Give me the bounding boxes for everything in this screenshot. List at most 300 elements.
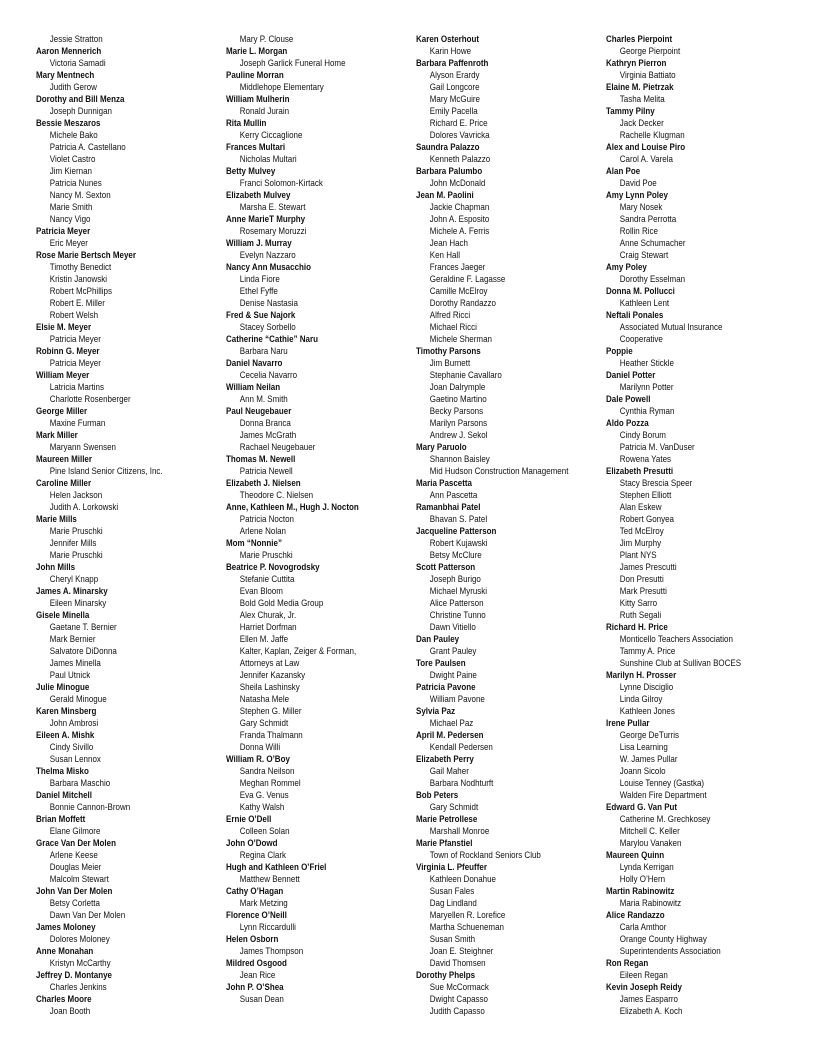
honoree-name: Tammy A. Price (619, 646, 676, 656)
donor-name: Elizabeth Presutti (606, 466, 674, 476)
honoree-name: Susan Dean (239, 994, 284, 1004)
honoree-name: Barbara Nodhturft (429, 778, 494, 788)
honoree-name: Michele A. Ferris (429, 226, 490, 236)
honoree-name: Sunshine Club at Sullivan BOCES (619, 658, 742, 668)
honoree-name: Judith Capasso (429, 1006, 485, 1016)
honoree-name: Latricia Martins (49, 382, 104, 392)
honoree-name: George DeTurris (619, 730, 680, 740)
honoree-name: Patricia M. VanDuser (619, 442, 695, 452)
donor-name: Ramanbhai Patel (416, 502, 481, 512)
honoree-name: Violet Castro (49, 154, 96, 164)
donor-name: Karen Minsberg (36, 706, 97, 716)
donor-name: Barbara Paffenroth (416, 58, 489, 68)
honoree-name: Orange County Highway (619, 934, 707, 944)
honoree-name: Robert McPhillips (49, 286, 112, 296)
honoree-name: Jennifer Mills (49, 538, 97, 548)
honoree-name: Judith Gerow (49, 82, 97, 92)
honoree-name: Lynn Riccardulli (239, 922, 296, 932)
honoree-name: Arlene Keese (49, 850, 98, 860)
honoree-name: Town of Rockland Seniors Club (429, 850, 541, 860)
donor-name: Tore Paulsen (416, 658, 466, 668)
honoree-name: Joan E. Steighner (429, 946, 494, 956)
honoree-name: Marie Pruschki (239, 550, 293, 560)
honoree-name: Joseph Garlick Funeral Home (239, 58, 346, 68)
honoree-name: Donna Branca (239, 418, 291, 428)
honoree-name: Ronald Jurain (239, 106, 290, 116)
honoree-name: David Poe (619, 178, 657, 188)
honoree-name: Denise Nastasia (239, 298, 298, 308)
honoree-name: Dawn Van Der Molen (49, 910, 126, 920)
donor-name: Fred & Sue Najork (226, 310, 296, 320)
honoree-name: Michael Ricci (429, 322, 477, 332)
donor-name: Charles Pierpoint (606, 34, 673, 44)
honoree-name: Evan Bloom (239, 586, 283, 596)
donor-name: Rita Mullin (226, 118, 267, 128)
honoree-name: Jackie Chapman (429, 202, 490, 212)
honoree-name: Andrew J. Sekol (429, 430, 488, 440)
honoree-name: Gail Longcore (429, 82, 480, 92)
honoree-name: W. James Pullar (619, 754, 678, 764)
donor-name: Richard H. Price (606, 622, 668, 632)
honoree-name: Alfred Ricci (429, 310, 471, 320)
honoree-name: Stephen Elliott (619, 490, 672, 500)
honoree-name: Heather Stickle (619, 358, 674, 368)
honoree-name: David Thomsen (429, 958, 486, 968)
honoree-name: Franci Solomon-Kirtack (239, 178, 323, 188)
donor-name: Marie Petrollese (416, 814, 478, 824)
honoree-name: Jean Rice (239, 970, 276, 980)
donor-name: Martin Rabinowitz (606, 886, 675, 896)
honoree-name: Donna Willi (239, 742, 281, 752)
honoree-name: Meghan Rommel (239, 778, 301, 788)
honoree-name: Dwight Paine (429, 670, 477, 680)
honoree-name: Mary Nosek (619, 202, 663, 212)
donor-name: Mary Paruolo (416, 442, 467, 452)
column-4 (606, 33, 791, 1017)
donor-name: Amy Lynn Poley (606, 190, 668, 200)
honoree-name: Rachael Neugebauer (239, 442, 316, 452)
donor-name: Beatrice P. Novogrodsky (226, 562, 320, 572)
honoree-name: Associated Mutual Insurance (619, 322, 723, 332)
donor-name: Kathryn Pierron (606, 58, 667, 68)
honoree-name: Barbara Maschio (49, 778, 111, 788)
honoree-name: Alan Eskew (619, 502, 662, 512)
donor-name: Thelma Misko (36, 766, 89, 776)
donor-name: William J. Murray (226, 238, 292, 248)
donor-name: Scott Patterson (416, 562, 476, 572)
donor-name: Amy Poley (606, 262, 647, 272)
honoree-name: Evelyn Nazzaro (239, 250, 296, 260)
donor-name: Brian Moffett (36, 814, 86, 824)
honoree-name: Mark Bernier (49, 634, 96, 644)
honoree-name: Kathleen Donahue (429, 874, 497, 884)
honoree-name: Tasha Melita (619, 94, 665, 104)
donor-name: Mark Miller (36, 430, 78, 440)
honoree-name: Marylou Vanaken (619, 838, 682, 848)
honoree-name: Elizabeth A. Koch (619, 1006, 683, 1016)
donor-name: Ron Regan (606, 958, 649, 968)
donor-name: Marie Pfanstiel (416, 838, 473, 848)
honoree-name: Dolores Vavricka (429, 130, 490, 140)
honoree-name: Maria Rabinowitz (619, 898, 682, 908)
donor-name: Ernie O’Dell (226, 814, 272, 824)
donor-name: Marie Mills (36, 514, 77, 524)
donor-name: Dorothy and Bill Menza (36, 94, 125, 104)
honoree-name: Paul Utnick (49, 670, 91, 680)
honoree-name: Joan Dalrymple (429, 382, 486, 392)
donor-name: Timothy Parsons (416, 346, 481, 356)
honoree-name: William Pavone (429, 694, 485, 704)
honoree-name: Joan Booth (49, 1006, 91, 1016)
honoree-name: Kalter, Kaplan, Zeiger & Forman, (239, 646, 357, 656)
honoree-name: James Thompson (239, 946, 304, 956)
honoree-name: Carol A. Varela (619, 154, 673, 164)
honoree-name: James Easparro (619, 994, 678, 1004)
donor-name: Elsie M. Meyer (36, 322, 92, 332)
honoree-name: Kathleen Lent (619, 298, 670, 308)
donor-name: Eileen A. Mishk (36, 730, 95, 740)
donor-name: Florence O’Neill (226, 910, 287, 920)
honoree-name: Kathleen Jones (619, 706, 675, 716)
donor-name: Nancy Ann Musacchio (226, 262, 312, 272)
honoree-name: Mary P. Clouse (239, 34, 294, 44)
donor-name: April M. Pedersen (416, 730, 484, 740)
donor-name: Frances Multari (226, 142, 286, 152)
donor-name: Julie Minogue (36, 682, 90, 692)
honoree-name: Marilyn Parsons (429, 418, 488, 428)
honoree-name: Elane Gilmore (49, 826, 101, 836)
honoree-name: Ann M. Smith (239, 394, 288, 404)
donor-name: Mom “Nonnie” (226, 538, 282, 548)
donor-name: Sylvia Paz (416, 706, 456, 716)
honoree-name: Jean Hach (429, 238, 468, 248)
donor-name: Elizabeth J. Nielsen (226, 478, 301, 488)
honoree-name: Mid Hudson Construction Management (429, 466, 569, 476)
honoree-name: Bhavan S. Patel (429, 514, 488, 524)
donor-name: Edward G. Van Put (606, 802, 678, 812)
honoree-name: Susan Smith (429, 934, 476, 944)
honoree-name: Sandra Perrotta (619, 214, 677, 224)
honoree-name: Karin Howe (429, 46, 472, 56)
honoree-name: Monticello Teachers Association (619, 634, 733, 644)
donor-name: Jean M. Paolini (416, 190, 474, 200)
donor-name: Alice Randazzo (606, 910, 665, 920)
honoree-name: Alice Patterson (429, 598, 484, 608)
honoree-name: Kitty Sarro (619, 598, 658, 608)
honoree-name: Mary McGuire (429, 94, 480, 104)
honoree-name: Susan Lennox (49, 754, 101, 764)
honoree-name: Sheila Lashinsky (239, 682, 300, 692)
donor-name: Betty Mulvey (226, 166, 276, 176)
honoree-name: Robert Kujawski (429, 538, 488, 548)
donor-name: Irene Pullar (606, 718, 650, 728)
honoree-name: Jennifer Kazansky (239, 670, 306, 680)
honoree-name: Cindy Sivillo (49, 742, 94, 752)
honoree-name: Susan Fales (429, 886, 475, 896)
honoree-name: Arlene Nolan (239, 526, 286, 536)
honoree-name: Ted McElroy (619, 526, 664, 536)
honoree-name: Catherine M. Grechkosey (619, 814, 711, 824)
honoree-name: Dwight Capasso (429, 994, 488, 1004)
honoree-name: Carla Amthor (619, 922, 667, 932)
honoree-name: Cindy Borum (619, 430, 666, 440)
honoree-name: Ellen M. Jaffe (239, 634, 289, 644)
honoree-name: Joann Sicolo (619, 766, 666, 776)
honoree-name: Eric Meyer (49, 238, 88, 248)
honoree-name: Patricia Nocton (239, 514, 294, 524)
honoree-name: Marie Pruschki (49, 526, 103, 536)
honoree-name: Robert Welsh (49, 310, 99, 320)
honoree-name: Kristyn McCarthy (49, 958, 111, 968)
honoree-name: Michele Bako (49, 130, 98, 140)
donor-name: Pauline Morran (226, 70, 284, 80)
donor-name: Thomas M. Newell (226, 454, 296, 464)
donor-name: Daniel Potter (606, 370, 656, 380)
donor-name: Alex and Louise Piro (606, 142, 686, 152)
honoree-name: Victoria Samadi (49, 58, 106, 68)
honoree-name: Dorothy Esselman (619, 274, 686, 284)
honoree-name: Gail Maher (429, 766, 469, 776)
honoree-name: Ann Pascetta (429, 490, 478, 500)
honoree-name: Jim Burnett (429, 358, 471, 368)
donor-name: Virginia L. Pfeuffer (416, 862, 487, 872)
honoree-name: Holly O’Hern (619, 874, 666, 884)
honoree-name: Maryellen R. Lorefice (429, 910, 506, 920)
honoree-name: Christine Tunno (429, 610, 486, 620)
honoree-name: Gary Schmidt (239, 718, 289, 728)
honoree-name: Judith A. Lorkowski (49, 502, 119, 512)
donor-name: Paul Neugebauer (226, 406, 292, 416)
honoree-name: Joseph Dunnigan (49, 106, 113, 116)
donor-name: Bob Peters (416, 790, 459, 800)
donor-name: Mary Mentnech (36, 70, 95, 80)
donor-name: Gisele Minella (36, 610, 90, 620)
honoree-name: Gaetane T. Bernier (49, 622, 117, 632)
donor-name: Jeffrey D. Montanye (36, 970, 112, 980)
honoree-name: Anne Schumacher (619, 238, 686, 248)
honoree-name: Walden Fire Department (619, 790, 707, 800)
honoree-name: Betsy McClure (429, 550, 482, 560)
honoree-name: Mark Metzing (239, 898, 288, 908)
honoree-name: Martha Schueneman (429, 922, 504, 932)
donor-name: Anne, Kathleen M., Hugh J. Nocton (226, 502, 359, 512)
honoree-name: Alyson Erardy (429, 70, 480, 80)
honoree-name: Cheryl Knapp (49, 574, 99, 584)
donor-name: William Mulherin (226, 94, 290, 104)
donor-name: Aaron Mennerich (36, 46, 102, 56)
donor-name: William Neilan (226, 382, 281, 392)
donor-name: Cathy O’Hagan (226, 886, 284, 896)
honoree-name: Stacy Brescia Speer (619, 478, 693, 488)
honoree-name: Dolores Moloney (49, 934, 110, 944)
donor-name: Tammy Pilny (606, 106, 655, 116)
honoree-name: Robert Gonyea (619, 514, 674, 524)
honoree-name: Patricia A. Castellano (49, 142, 126, 152)
honoree-name: Jessie Stratton (49, 34, 103, 44)
donor-name: James A. Minarsky (36, 586, 108, 596)
donor-name: Patricia Pavone (416, 682, 476, 692)
honoree-name: Rachelle Klugman (619, 130, 685, 140)
honoree-name: Bonnie Cannon-Brown (49, 802, 131, 812)
honoree-name: Patricia Meyer (49, 358, 101, 368)
donor-name: Maria Pascetta (416, 478, 473, 488)
donor-name: Elizabeth Perry (416, 754, 474, 764)
honoree-name: Cynthia Ryman (619, 406, 675, 416)
donor-name: Alan Poe (606, 166, 641, 176)
donor-name: Anne Monahan (36, 946, 94, 956)
honoree-name: Ruth Segali (619, 610, 662, 620)
donor-name: John P. O’Shea (226, 982, 284, 992)
donor-name: Marilyn H. Prosser (606, 670, 677, 680)
honoree-name: Robert E. Miller (49, 298, 105, 308)
honoree-name: Eileen Minarsky (49, 598, 107, 608)
honoree-name: Sandra Neilson (239, 766, 295, 776)
honoree-name: Marie Pruschki (49, 550, 103, 560)
honoree-name: Kenneth Palazzo (429, 154, 491, 164)
donor-name: Dan Pauley (416, 634, 460, 644)
donor-name: Hugh and Kathleen O’Friel (226, 862, 327, 872)
donor-name: Catherine “Cathie” Naru (226, 334, 318, 344)
honoree-name: Patricia Nunes (49, 178, 102, 188)
honoree-name: Gary Schmidt (429, 802, 479, 812)
honoree-name: Lynda Kerrigan (619, 862, 674, 872)
honoree-name: Kathy Walsh (239, 802, 285, 812)
honoree-name: Gerald Minogue (49, 694, 107, 704)
donor-name: Patricia Meyer (36, 226, 91, 236)
honoree-name: Kristin Janowski (49, 274, 108, 284)
donor-name: Grace Van Der Molen (36, 838, 116, 848)
donor-name: Daniel Navarro (226, 358, 283, 368)
honoree-name: Rosemary Moruzzi (239, 226, 307, 236)
honoree-name: Barbara Naru (239, 346, 288, 356)
honoree-name: Dawn Vitiello (429, 622, 476, 632)
honoree-name: Richard E. Price (429, 118, 488, 128)
honoree-name: Harriet Dorfman (239, 622, 297, 632)
honoree-name: Marie Smith (49, 202, 93, 212)
donor-name: William Meyer (36, 370, 90, 380)
honoree-name: Linda Gilroy (619, 694, 663, 704)
honoree-name: Louise Tenney (Gastka) (619, 778, 705, 788)
donor-name: Anne MarieT Murphy (226, 214, 306, 224)
honoree-name: Frances Jaeger (429, 262, 486, 272)
donor-name: Charles Moore (36, 994, 92, 1004)
honoree-name: Cecelia Navarro (239, 370, 298, 380)
honoree-name: Mitchell C. Keller (619, 826, 680, 836)
honoree-name: Don Presutti (619, 574, 664, 584)
honoree-name: Jack Decker (619, 118, 664, 128)
donor-name: Marie L. Morgan (226, 46, 288, 56)
honoree-name: Regina Clark (239, 850, 286, 860)
honoree-name: Nancy M. Sexton (49, 190, 111, 200)
honoree-name: Camille McElroy (429, 286, 488, 296)
donor-name: Dorothy Phelps (416, 970, 476, 980)
donor-name: Elizabeth Mulvey (226, 190, 291, 200)
column-1 (36, 33, 221, 1017)
honoree-name: John McDonald (429, 178, 486, 188)
honoree-name: Kerry Ciccaglione (239, 130, 303, 140)
honoree-name: Joseph Burigo (429, 574, 481, 584)
donor-name: Donna M. Pollucci (606, 286, 675, 296)
honoree-name: Charles Jenkins (49, 982, 107, 992)
honoree-name: Bold Gold Media Group (239, 598, 324, 608)
honoree-name: Marilynn Potter (619, 382, 674, 392)
donor-name: Karen Osterhout (416, 34, 480, 44)
honoree-name: Alex Churak, Jr. (239, 610, 297, 620)
honoree-name: Plant NYS (619, 550, 657, 560)
donor-name: William R. O’Boy (226, 754, 290, 764)
honoree-name: Middlehope Elementary (239, 82, 324, 92)
honoree-name: Helen Jackson (49, 490, 103, 500)
honoree-name: Stephanie Cavallaro (429, 370, 502, 380)
honoree-name: Craig Stewart (619, 250, 669, 260)
donor-name: Maureen Quinn (606, 850, 665, 860)
donor-name: Maureen Miller (36, 454, 92, 464)
honoree-name: Colleen Solan (239, 826, 290, 836)
honoree-name: Emily Pacella (429, 106, 478, 116)
honoree-name: John A. Esposito (429, 214, 490, 224)
honoree-name: Linda Fiore (239, 274, 280, 284)
honoree-name: Nicholas Multari (239, 154, 297, 164)
honoree-name: Salvatore DiDonna (49, 646, 117, 656)
honoree-name: Eva G. Venus (239, 790, 289, 800)
donor-name: George Miller (36, 406, 88, 416)
honoree-name: Rollin Rice (619, 226, 658, 236)
donor-name: Caroline Miller (36, 478, 92, 488)
honoree-name: Mark Presutti (619, 586, 667, 596)
honoree-name: Maryann Swensen (49, 442, 116, 452)
honoree-name: Maxine Furman (49, 418, 106, 428)
honoree-name: Kendall Pedersen (429, 742, 493, 752)
honoree-name: Becky Parsons (429, 406, 484, 416)
honoree-name: Franda Thalmann (239, 730, 303, 740)
honoree-name: Gaetino Martino (429, 394, 487, 404)
honoree-name: Rowena Yates (619, 454, 672, 464)
donor-name: James Moloney (36, 922, 96, 932)
honoree-name: Marshall Monroe (429, 826, 490, 836)
honoree-name: Timothy Benedict (49, 262, 112, 272)
honoree-name: Superintendents Association (619, 946, 721, 956)
honoree-name: Pine Island Senior Citizens, Inc. (49, 466, 163, 476)
donor-name: Barbara Palumbo (416, 166, 483, 176)
honoree-name: Michael Myruski (429, 586, 488, 596)
honoree-name: Michele Sherman (429, 334, 492, 344)
honoree-name: Patricia Newell (239, 466, 293, 476)
honoree-name: Marsha E. Stewart (239, 202, 306, 212)
honoree-name: Eileen Regan (619, 970, 668, 980)
donor-name: John O’Dowd (226, 838, 278, 848)
honoree-name: Grant Pauley (429, 646, 477, 656)
donor-name: Jacqueline Patterson (416, 526, 497, 536)
donor-name: Helen Osborn (226, 934, 279, 944)
donor-name: Robinn G. Meyer (36, 346, 100, 356)
honoree-name: Natasha Mele (239, 694, 290, 704)
donor-name: Saundra Palazzo (416, 142, 480, 152)
honoree-name: Cooperative (619, 334, 663, 344)
donor-name: Neftali Ponales (606, 310, 664, 320)
honoree-name: Dorothy Randazzo (429, 298, 496, 308)
honoree-name: Nancy Vigo (49, 214, 91, 224)
donor-name: John Van Der Molen (36, 886, 113, 896)
honoree-name: James McGrath (239, 430, 297, 440)
honoree-name: James Prescutti (619, 562, 677, 572)
honoree-name: Virginia Battiato (619, 70, 676, 80)
honoree-name: Attorneys at Law (239, 658, 300, 668)
honoree-name: Jim Murphy (619, 538, 662, 548)
honoree-name: Douglas Meier (49, 862, 102, 872)
honoree-name: Malcolm Stewart (49, 874, 109, 884)
donor-name: Poppie (606, 346, 633, 356)
honoree-name: Stacey Sorbello (239, 322, 296, 332)
